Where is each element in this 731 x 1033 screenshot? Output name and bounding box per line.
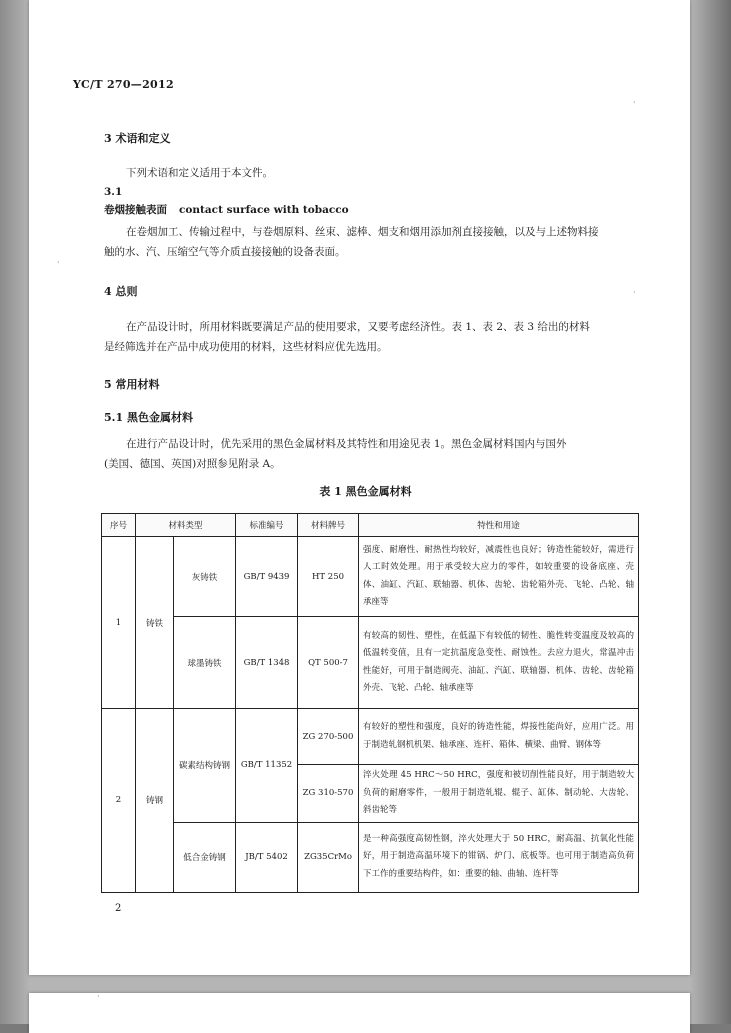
material-category: 铸铁: [136, 537, 174, 709]
section-5-1-heading: 5.1 黑色金属材料: [104, 411, 193, 424]
standard-number: GB/T 9439: [236, 537, 298, 617]
standard-number: GB/T 1348: [236, 617, 298, 709]
scan-speck: ·: [633, 98, 636, 107]
table-1-title: 表 1 黑色金属材料: [319, 485, 412, 498]
material-category: 铸钢: [136, 709, 174, 893]
material-properties: 淬火处理 45 HRC～50 HRC，强度和被切削性能良好，用于制造较大负荷的耐磨零件，一般用于制造轧辊、辊子、缸体、制动轮、大齿轮、斜齿轮等: [359, 765, 639, 823]
material-subtype: 低合金铸钢: [174, 822, 236, 892]
material-subtype: 灰铸铁: [174, 537, 236, 617]
header-grade: 材料牌号: [298, 514, 359, 537]
section-4-line-1: 在产品设计时，所用材料既要满足产品的使用要求，又要考虑经济性。表 1、表 2、表 3 给出的材料: [126, 321, 590, 333]
standard-number: GB/T 11352: [236, 709, 298, 823]
section-4-line-2: 是经筛选并在产品中成功使用的材料，这些材料应优先选用。: [104, 341, 388, 353]
material-grade: ZG35CrMo: [298, 822, 359, 892]
table-row: [102, 537, 639, 617]
table-ferrous-materials: [101, 513, 639, 893]
term-chinese: 卷烟接触表面: [104, 204, 167, 216]
material-grade: ZG 270-500: [298, 709, 359, 765]
section-5-heading: 5 常用材料: [104, 378, 160, 391]
term-entry: [104, 202, 349, 217]
material-grade: ZG 310-570: [298, 765, 359, 823]
clause-3-1: 3.1: [104, 186, 123, 198]
scan-speck: ·: [633, 288, 636, 297]
material-grade: HT 250: [298, 537, 359, 617]
material-properties: 是一种高强度高韧性钢，淬火处理大于 50 HRC，耐高温、抗氧化性能好，用于制造高温环境下的钳锅、炉门、底板等。也可用于制造高负荷下工作的重要结构件，如：重要的轴、曲轴、连杆等: [359, 822, 639, 892]
definition-line-1: 在卷烟加工、传输过程中，与卷烟原料、丝束、滤棒、烟支和烟用添加剂直接接触，以及与上述物料接: [126, 226, 599, 238]
scan-speck: ·: [57, 258, 60, 267]
material-subtype: 球墨铸铁: [174, 617, 236, 709]
material-properties: 有较高的韧性、塑性，在低温下有较低的韧性、脆性转变温度及较高的低温转变值，且有一定抗温度急变性、耐蚀性。去应力退火，常温冲击性能好，可用于制造阀壳、油缸、汽缸、联轴器、机体、齿轮、齿轮箱外壳、飞轮、凸轮、轴承座等: [359, 617, 639, 709]
material-grade: QT 500-7: [298, 617, 359, 709]
definition-line-2: 触的水、汽、压缩空气等介质直接接触的设备表面。: [104, 246, 346, 258]
section-3-heading: 3 术语和定义: [104, 132, 171, 145]
table-header-row: [102, 514, 639, 537]
standard-number: JB/T 5402: [236, 822, 298, 892]
header-no: 序号: [102, 514, 136, 537]
material-subtype: 碳素结构铸钢: [174, 709, 236, 823]
row-number: 1: [102, 537, 136, 709]
scan-speck: ·: [97, 992, 100, 1001]
header-type: 材料类型: [136, 514, 236, 537]
table-row: [102, 617, 639, 709]
term-english: contact surface with tobacco: [179, 204, 349, 216]
material-properties: 强度、耐磨性、耐热性均较好，减震性也良好；铸造性能较好，需进行人工时效处理。用于承受较大应力的零件，如较重要的设备底座、壳体、油缸、汽缸、联轴器、机体、齿轮、齿轮箱外壳、飞轮、凸轮、轴承座等: [359, 537, 639, 617]
next-page-edge: [29, 993, 690, 1033]
section-4-heading: 4 总则: [104, 285, 138, 298]
row-number: 2: [102, 709, 136, 893]
header-standard: 标准编号: [236, 514, 298, 537]
material-properties: 有较好的塑性和强度，良好的铸造性能，焊接性能尚好，应用广泛。用于制造轧钢机机架、轴承座、连杆、箱体、横梁、曲臂、钢体等: [359, 709, 639, 765]
section-3-intro: 下列术语和定义适用于本文件。: [126, 167, 273, 179]
standard-code: YC/T 270—2012: [73, 78, 174, 91]
page-number: 2: [115, 903, 122, 914]
table-row: [102, 822, 639, 892]
section-5-1-line-2: (美国、德国、英国)对照参见附录 A。: [104, 458, 281, 470]
section-5-1-line-1: 在进行产品设计时，优先采用的黑色金属材料及其特性和用途见表 1。黑色金属材料国内与国外: [126, 438, 567, 450]
table-row: [102, 709, 639, 765]
header-properties: 特性和用途: [359, 514, 639, 537]
